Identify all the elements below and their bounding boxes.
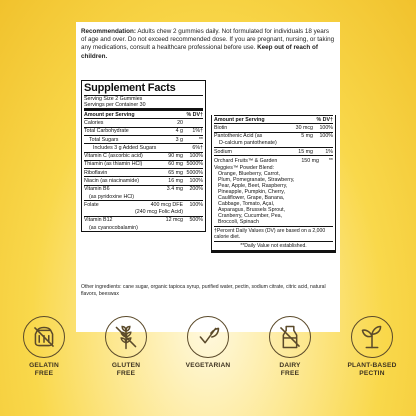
dv-header-label: % DV† — [316, 116, 333, 123]
nutrient-row — [84, 136, 203, 144]
blend-ingredients: Orange, Blueberry, Carrot, Plum, Pomegranate, Strawberry, Pear, Apple, Beet, Raspberry, Pineapple, Pumpkin, Cherry, Cauliflower, Grape, Banana, Cabbage, Tomato, Açaí, Asparagus, Brussels Sprout, Cranberry, Cucumber, Pea, Broccoli, Spinach — [218, 170, 295, 226]
nutrient-name: Niacin (as niacinamide) — [84, 178, 140, 185]
nutrient-dv: 100% — [319, 124, 333, 131]
nutrient-name: Biotin — [214, 124, 228, 131]
recommendation-body: Adults chew 2 gummies daily. Not formulated for individuals 18 years of age and over. Do not exceed recommended dose. If you are pregnant, nursing, or taking any medications, consult a healthcare professional before use. — [81, 28, 335, 52]
servings-per-container: Servings per Container 30 — [84, 102, 203, 111]
nutrient-row — [84, 161, 203, 169]
recommendation-heading: Recommendation: — [81, 28, 136, 35]
nutrient-amount: 12 mcg — [165, 217, 183, 224]
supplement-facts-right — [211, 115, 336, 253]
blend-row — [214, 156, 333, 227]
nutrient-amount: 3.4 mg — [166, 186, 183, 193]
badge-label-line1: PLANT-BASED — [347, 362, 397, 369]
badge-plant-based-pectin — [340, 316, 404, 378]
calories-row — [84, 119, 203, 127]
nutrient-dv: ** — [198, 136, 203, 143]
nutrient-amount: 400 mcg DFE — [150, 201, 183, 208]
nutrient-dv: 1% — [325, 148, 333, 155]
badge-gelatin-free — [12, 316, 76, 378]
serving-size: Serving Size 2 Gummies — [84, 96, 143, 102]
dv-footnote: †Percent Daily Values (DV) are based on a 2,000 calorie diet. — [214, 227, 333, 242]
leaf-check-icon — [187, 316, 229, 358]
nutrient-name: Vitamin C (ascorbic acid) — [84, 153, 143, 160]
badge-label-line1: VEGETARIAN — [185, 362, 231, 369]
nutrient-amount: 3 g — [175, 136, 183, 143]
nutrient-name: D-calcium pantothenate) — [219, 140, 277, 147]
nutrient-name: Includes 3 g Added Sugars — [93, 144, 157, 151]
nutrient-dv: 5000% — [186, 169, 203, 176]
nutrient-name: Sodium — [214, 148, 232, 155]
nutrient-amount: 65 mg — [168, 169, 183, 176]
gluten-free-icon — [105, 316, 147, 358]
nutrient-dv: 100% — [189, 201, 203, 208]
nutrient-dv: 100% — [189, 153, 203, 160]
recommendation-text — [81, 28, 335, 61]
nutrient-row — [84, 153, 203, 161]
nutrient-name: Vitamin B6 — [84, 186, 110, 193]
nutrient-subrow — [84, 193, 203, 201]
badge-label — [176, 362, 240, 370]
nutrient-row — [84, 144, 203, 152]
nutrient-row — [84, 169, 203, 177]
badge-dairy-free — [258, 316, 322, 378]
nutrient-row — [214, 133, 333, 140]
nutrient-dv: 100% — [319, 133, 333, 140]
badge-label — [340, 362, 404, 378]
amount-header — [84, 111, 203, 119]
nutrient-dv: 5000% — [186, 161, 203, 168]
nutrient-amount: 90 mg — [168, 153, 183, 160]
badge-label-line1: GELATIN — [29, 362, 59, 369]
nutrient-name: Vitamin B12 — [84, 217, 113, 224]
nutrient-dv: 200% — [189, 186, 203, 193]
label-panel — [76, 22, 340, 332]
dv-header-label: % DV† — [186, 111, 203, 118]
badge-label — [12, 362, 76, 378]
nutrient-row — [214, 148, 333, 156]
blend-description — [214, 158, 295, 225]
badge-label-line1: GLUTEN — [111, 362, 141, 369]
nutrient-dv: 6%† — [192, 144, 203, 151]
nutrient-dv: 100% — [189, 178, 203, 185]
blend-dv: ** — [328, 158, 333, 165]
supplement-facts-left — [81, 80, 206, 232]
nutrient-row — [84, 177, 203, 185]
nutrient-dv: 1%† — [192, 128, 203, 135]
nutrient-amount: 30 mcg — [295, 124, 313, 131]
amount-header-label: Amount per Serving — [84, 111, 135, 118]
nutrient-amount: 4 g — [175, 128, 183, 135]
nutrient-name: Pantothenic Acid (as — [214, 133, 263, 140]
nutrient-name: Total Carbohydrate — [84, 128, 129, 135]
nutrient-subrow — [84, 224, 203, 231]
nutrient-name: (as pyridoxine HCl) — [89, 193, 135, 200]
gelatin-free-icon — [23, 316, 65, 358]
nutrient-amount: 15 mg — [298, 148, 313, 155]
blend-amount: 150 mg — [301, 158, 319, 165]
nutrient-name: Thiamin (as thiamin HCl) — [84, 161, 143, 168]
badge-label-line2: FREE — [280, 370, 300, 377]
nutrient-amount: 16 mg — [168, 178, 183, 185]
badge-row — [0, 316, 416, 416]
nutrient-name: Folate — [84, 201, 99, 208]
nutrient-amount: 20 — [177, 120, 183, 127]
amount-header-right — [214, 115, 333, 124]
nutrient-amount: 60 mg — [168, 161, 183, 168]
badge-label-line2: FREE — [34, 370, 54, 377]
badge-label-line2: PECTIN — [359, 370, 385, 377]
dv-not-established-note: **Daily Value not established. — [240, 243, 307, 250]
nutrient-name: (240 mcg Folic Acid) — [135, 209, 183, 216]
badge-label-line1: DAIRY — [279, 362, 301, 369]
nutrient-row — [84, 217, 203, 224]
blend-name: Orchard Fruits™ & Garden Veggies™ Powder Blend: — [214, 158, 278, 171]
other-ingredients: Other ingredients: cane sugar, organic tapioca syrup, purified water, pectin, sodium citrate, citric acid, natural flavors, beeswax — [81, 284, 326, 297]
dairy-free-icon — [269, 316, 311, 358]
children-warning: Keep out of reach of children. — [81, 44, 318, 60]
nutrient-dv: 500% — [189, 217, 203, 224]
nutrient-row — [84, 186, 203, 193]
badge-label-line2: FREE — [116, 370, 136, 377]
amount-header-label: Amount per Serving — [214, 116, 265, 123]
nutrient-name: Total Sugars — [89, 136, 119, 143]
badge-label — [258, 362, 322, 378]
badge-gluten-free — [94, 316, 158, 378]
nutrient-name: Riboflavin — [84, 169, 108, 176]
nutrient-amount: 5 mg — [301, 133, 313, 140]
nutrient-row — [84, 201, 203, 208]
nutrient-row — [84, 128, 203, 136]
nutrient-name: (as cyanocobalamin) — [89, 224, 138, 231]
badge-vegetarian — [176, 316, 240, 370]
nutrient-subrow — [214, 140, 333, 148]
badge-label — [94, 362, 158, 378]
facts-title: Supplement Facts — [84, 82, 203, 96]
nutrient-row — [214, 124, 333, 132]
nutrient-name: Calories — [84, 120, 104, 127]
plant-icon — [351, 316, 393, 358]
nutrient-subrow — [84, 209, 203, 217]
